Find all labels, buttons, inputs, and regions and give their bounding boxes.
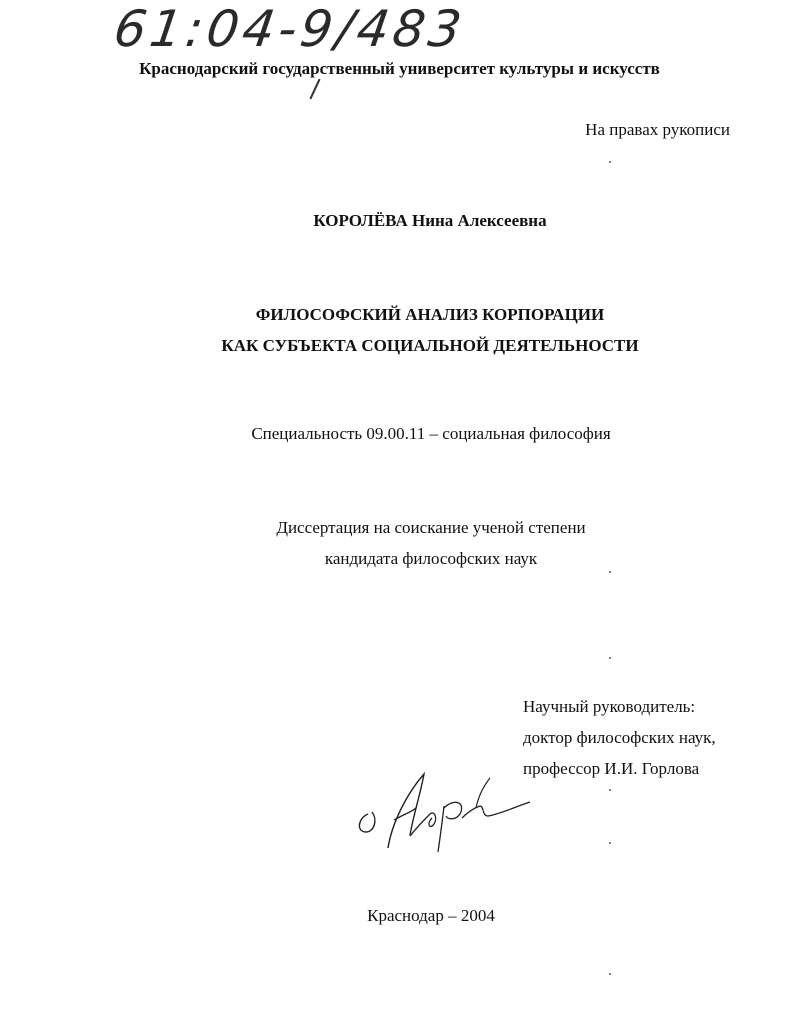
rights-note: На правах рукописи xyxy=(585,120,730,139)
author-name: КОРОЛЁВА Нина Алексеевна xyxy=(313,211,547,230)
scan-speck xyxy=(609,789,611,791)
scan-speck xyxy=(609,973,611,975)
dissertation-title xyxy=(0,299,799,361)
advisor-line-2: доктор философских наук, xyxy=(523,728,716,747)
scan-speck xyxy=(609,571,611,573)
archive-code-handwritten: 61:04-9/483 xyxy=(110,0,469,58)
title-line-1: ФИЛОСОФСКИЙ АНАЛИЗ КОРПОРАЦИИ xyxy=(255,305,605,324)
degree-line-1: Диссертация на соискание ученой степени xyxy=(276,518,586,537)
scan-speck xyxy=(609,842,611,844)
degree-statement xyxy=(0,512,799,574)
advisor-line-1: Научный руководитель: xyxy=(523,697,696,716)
scan-speck xyxy=(609,657,611,659)
title-line-2: КАК СУБЪЕКТА СОЦИАЛЬНОЙ ДЕЯТЕЛЬНОСТИ xyxy=(221,336,639,355)
city-year: Краснодар – 2004 xyxy=(367,906,495,925)
advisor-line-3: профессор И.И. Горлова xyxy=(523,759,700,778)
university-name: Краснодарский государственный университет культуры и искусств xyxy=(139,59,660,78)
pen-mark xyxy=(309,79,320,100)
specialty-line: Специальность 09.00.11 – социальная философия xyxy=(251,424,611,443)
handwritten-signature xyxy=(350,762,540,857)
degree-line-2: кандидата философских наук xyxy=(324,549,538,568)
scan-speck xyxy=(609,161,611,163)
scientific-advisor xyxy=(523,691,716,784)
